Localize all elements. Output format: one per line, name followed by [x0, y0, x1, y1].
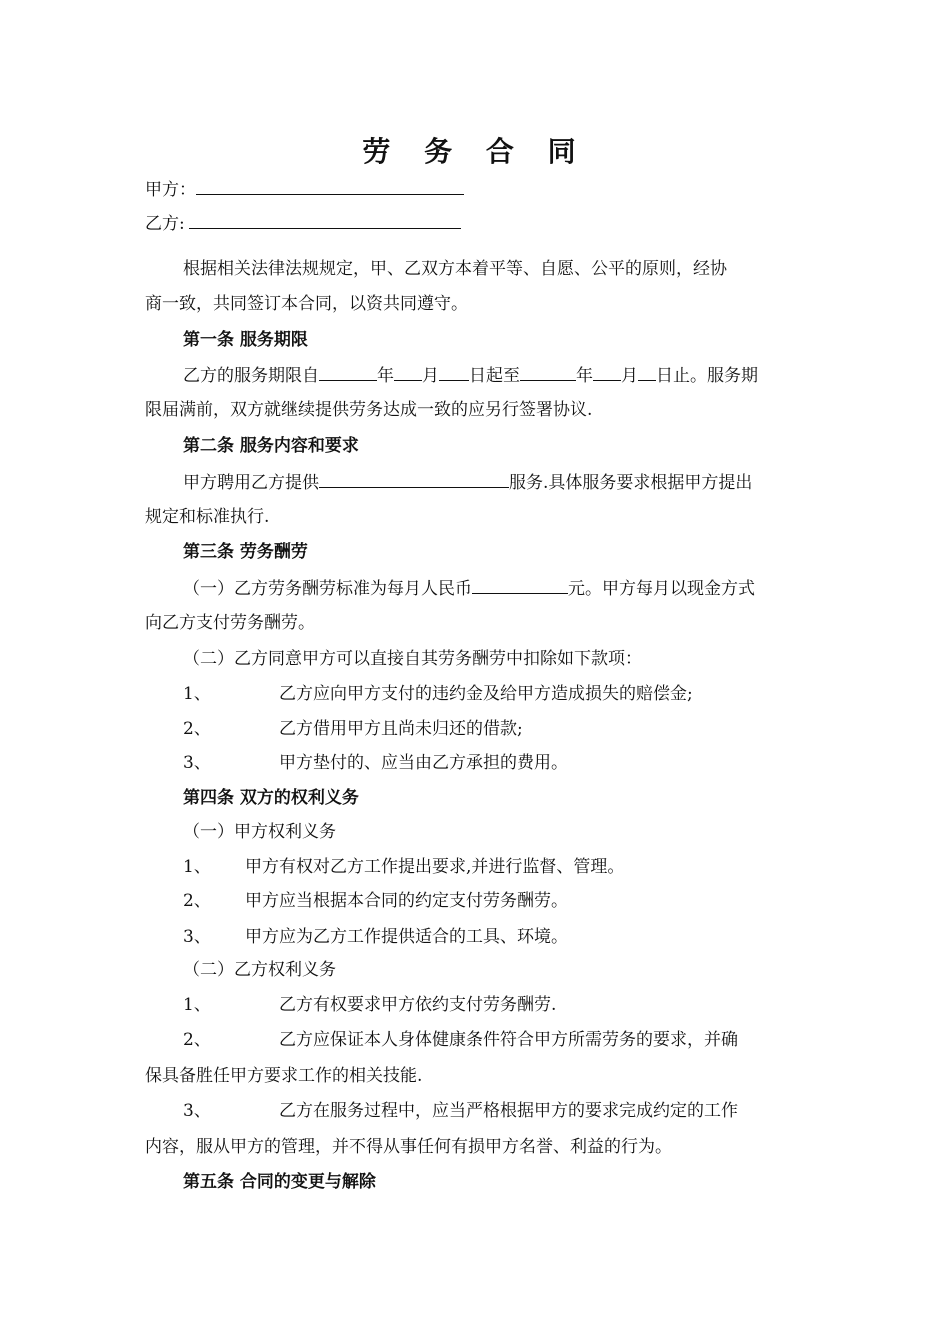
start-day-blank	[439, 362, 469, 381]
item-number: 3、	[183, 1101, 211, 1121]
party-b-duty-2-cont: 保具备胜任甲方要求工作的相关技能.	[145, 1066, 423, 1086]
article-2-line-2: 规定和标准执行.	[145, 507, 270, 527]
item-number: 3、	[183, 753, 211, 773]
item-text: 甲方应为乙方工作提供适合的工具、环境。	[245, 927, 568, 947]
end-year-blank	[520, 362, 576, 381]
year-label: 年	[377, 366, 394, 386]
item-number: 2、	[183, 1030, 211, 1050]
party-a-duty-1	[183, 855, 624, 879]
month-label-2: 月	[621, 366, 638, 386]
term-suffix: 日止。服务期	[656, 366, 758, 386]
service-blank	[319, 469, 509, 488]
party-b-duty-2	[183, 1028, 738, 1052]
deduction-item-3	[183, 751, 568, 775]
year-label-2: 年	[576, 366, 593, 386]
item-text: 乙方应保证本人身体健康条件符合甲方所需劳务的要求，并确	[279, 1030, 738, 1050]
month-label: 月	[422, 366, 439, 386]
article-1-term-line	[183, 362, 758, 388]
article-3-s1-line-1	[183, 575, 755, 601]
article-2-line-1	[183, 469, 752, 495]
deduction-item-1	[183, 682, 693, 706]
party-b-line	[145, 210, 461, 236]
item-number: 3、	[183, 927, 211, 947]
party-a-duty-3	[183, 925, 568, 949]
start-year-blank	[319, 362, 377, 381]
intro-line-1: 根据相关法律法规规定，甲、乙双方本着平等、自愿、公平的原则，经协	[183, 259, 727, 279]
article-3-s2: （二）乙方同意甲方可以直接自其劳务酬劳中扣除如下款项：	[183, 649, 642, 669]
article-3-s1-line-2: 向乙方支付劳务酬劳。	[145, 613, 315, 633]
party-a-duties-heading: （一）甲方权利义务	[183, 822, 336, 842]
item-text: 甲方有权对乙方工作提出要求,并进行监督、管理。	[245, 857, 625, 877]
party-a-blank	[196, 176, 464, 195]
party-b-blank	[189, 210, 461, 229]
party-a-label: 甲方：	[145, 180, 196, 200]
item-number: 1、	[183, 684, 211, 704]
item-number: 1、	[183, 857, 211, 877]
article-4-heading: 第四条 双方的权利义务	[183, 788, 359, 808]
article-5-heading: 第五条 合同的变更与解除	[183, 1172, 376, 1192]
party-a-line	[145, 176, 464, 202]
service-suffix: 服务.具体服务要求根据甲方提出	[509, 473, 753, 493]
article-1-heading: 第一条 服务期限	[183, 330, 308, 350]
party-b-duty-3-cont: 内容，服从甲方的管理，并不得从事任何有损甲方名誉、利益的行为。	[145, 1137, 672, 1157]
end-day-blank	[638, 362, 656, 381]
item-number: 1、	[183, 995, 211, 1015]
term-prefix: 乙方的服务期限自	[183, 366, 319, 386]
item-number: 2、	[183, 719, 211, 739]
item-text: 甲方垫付的、应当由乙方承担的费用。	[279, 753, 568, 773]
pay-suffix: 元。甲方每月以现金方式	[568, 579, 755, 599]
party-b-label: 乙方:	[145, 214, 185, 234]
item-text: 甲方应当根据本合同的约定支付劳务酬劳。	[245, 891, 568, 911]
party-b-duty-1	[183, 993, 556, 1017]
start-month-blank	[394, 362, 422, 381]
intro-line-2: 商一致，共同签订本合同，以资共同遵守。	[145, 294, 468, 314]
party-b-duty-3	[183, 1099, 738, 1123]
item-text: 乙方有权要求甲方依约支付劳务酬劳.	[279, 995, 557, 1015]
article-3-heading: 第三条 劳务酬劳	[183, 542, 308, 562]
pay-amount-blank	[472, 575, 568, 594]
day-to-label: 日起至	[469, 366, 520, 386]
deduction-item-2	[183, 717, 523, 741]
item-text: 乙方在服务过程中，应当严格根据甲方的要求完成约定的工作	[279, 1101, 738, 1121]
item-number: 2、	[183, 891, 211, 911]
item-text: 乙方借用甲方且尚未归还的借款;	[279, 719, 523, 739]
end-month-blank	[593, 362, 621, 381]
article-2-heading: 第二条 服务内容和要求	[183, 436, 359, 456]
party-b-duties-heading: （二）乙方权利义务	[183, 960, 336, 980]
article-1-line-2: 限届满前，双方就继续提供劳务达成一致的应另行签署协议.	[145, 400, 593, 420]
party-a-duty-2	[183, 889, 568, 913]
pay-prefix: （一）乙方劳务酬劳标准为每月人民币	[183, 579, 472, 599]
document-title: 劳 务 合 同	[362, 135, 588, 168]
item-text: 乙方应向甲方支付的违约金及给甲方造成损失的赔偿金;	[279, 684, 693, 704]
service-prefix: 甲方聘用乙方提供	[183, 473, 319, 493]
